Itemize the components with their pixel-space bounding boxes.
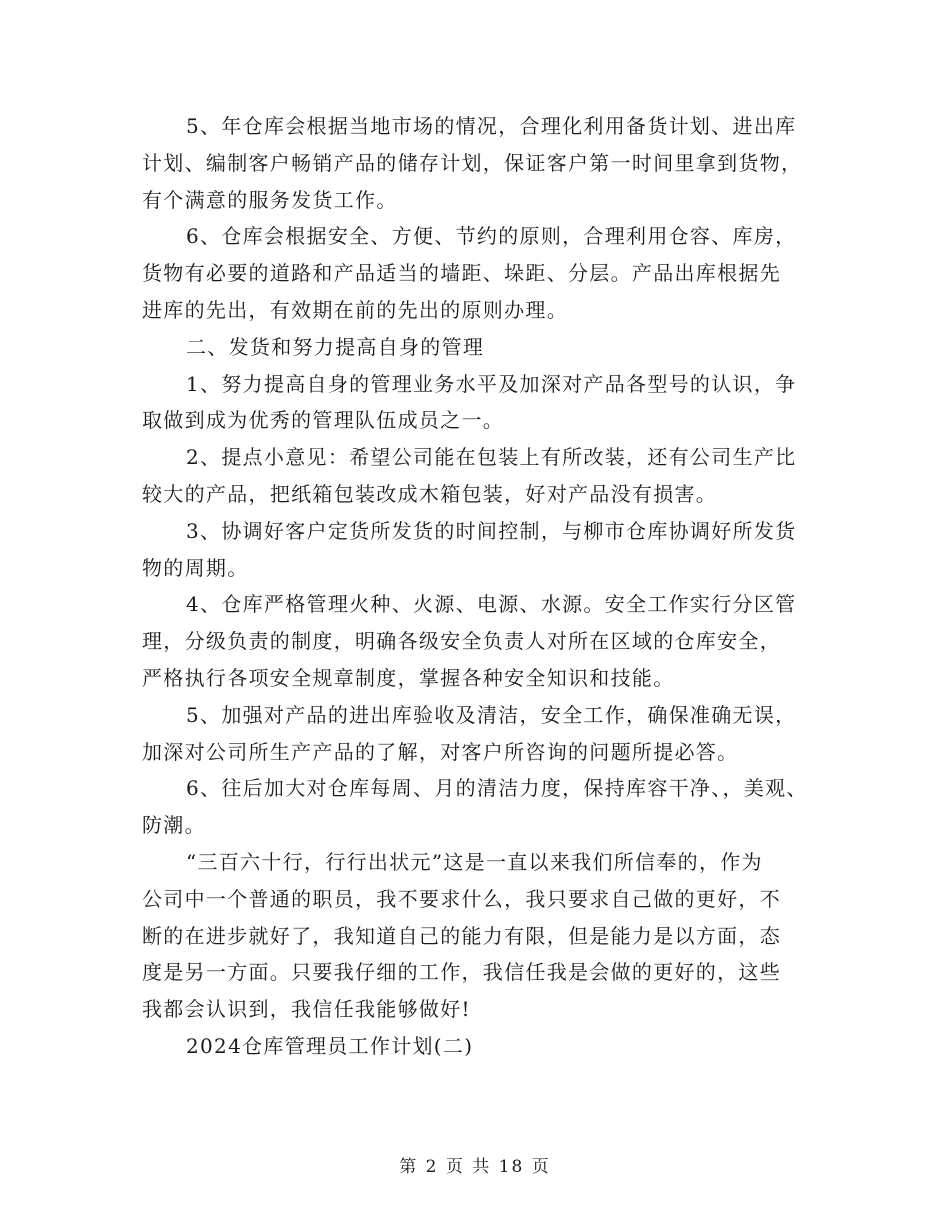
text-line: 取做到成为优秀的管理队伍成员之一。: [142, 408, 505, 433]
text-line: 理，分级负责的制度，明确各级安全负责人对所在区域的仓库安全，: [142, 629, 781, 654]
text-line: 断的在进步就好了，我知道自己的能力有限，但是能力是以方面，态: [142, 923, 781, 948]
page-footer: [0, 1152, 950, 1177]
paragraph-item-2-suggestion: [142, 439, 812, 513]
text-line: 度是另一方面。只要我仔细的工作，我信任我是会做的更好的，这些: [142, 960, 781, 985]
section-heading-shipping-management: 二、发货和努力提高自身的管理: [186, 334, 485, 359]
paragraph-item-6-storage-principles: [142, 218, 812, 328]
section-heading-plan-title: 2024仓库管理员工作计划(二): [186, 1033, 474, 1058]
text-line: “三百六十行，行行出状元”这是一直以来我们所信奉的，作为: [186, 849, 763, 874]
page-number: 2: [425, 1157, 439, 1177]
paragraph-item-4-safety: [142, 586, 812, 696]
text-line: 加深对公司所生产产品的了解，对客户所咨询的问题所提必答。: [142, 739, 739, 764]
text-line: 5、年仓库会根据当地市场的情况，合理化利用备货计划、进出库: [186, 114, 797, 138]
text-line: 计划、编制客户畅销产品的储存计划，保证客户第一时间里拿到货物，: [142, 150, 803, 175]
text-line: 防潮。: [142, 813, 206, 838]
paragraph-closing-statement: [142, 844, 812, 1028]
paragraph-item-1-self-improvement: [142, 366, 812, 440]
text-line: 物的周期。: [142, 555, 249, 580]
text-line: 我都会认识到，我信任我能够做好!: [142, 997, 471, 1022]
text-line: 2、提点小意见：希望公司能在包装上有所改装，还有公司生产比: [186, 445, 797, 470]
paragraph-item-6-cleaning: [142, 770, 812, 844]
text-line: 公司中一个普通的职员，我不要求什么，我只要求自己做的更好，不: [142, 886, 781, 911]
text-line: 货物有必要的道路和产品适当的墙距、垛距、分层。产品出库根据先: [142, 261, 781, 286]
footer-prefix: 第: [399, 1157, 419, 1177]
page-total: 18: [498, 1157, 525, 1177]
text-line: 较大的产品，把纸箱包装改成木箱包装，好对产品没有损害。: [142, 481, 718, 506]
footer-mid: 页 共: [445, 1157, 492, 1177]
document-body: [142, 108, 812, 1065]
text-line: 有个满意的服务发货工作。: [142, 187, 398, 212]
text-line: 1、努力提高自身的管理业务水平及加深对产品各型号的认识，争: [186, 371, 797, 396]
paragraph-item-5-stock-plan: [142, 108, 812, 218]
paragraph-item-3-coordination: [142, 513, 812, 587]
text-line: 6、往后加大对仓库每周、月的清洁力度，保持库容干净、，美观、: [186, 776, 808, 801]
text-line: 严格执行各项安全规章制度，掌握各种安全知识和技能。: [142, 665, 675, 690]
footer-suffix: 页: [531, 1157, 551, 1177]
text-line: 6、仓库会根据安全、方便、节约的原则，合理利用仓容、库房，: [186, 224, 797, 249]
text-line: 进库的先出，有效期在前的先出的原则办理。: [142, 297, 568, 322]
text-line: 3、协调好客户定货所发货的时间控制，与柳市仓库协调好所发货: [186, 518, 797, 543]
text-line: 5、加强对产品的进出库验收及清洁，安全工作，确保准确无误，: [186, 702, 797, 727]
paragraph-item-5-inspection: [142, 697, 812, 771]
text-line: 4、仓库严格管理火种、火源、电源、水源。安全工作实行分区管: [186, 592, 797, 617]
